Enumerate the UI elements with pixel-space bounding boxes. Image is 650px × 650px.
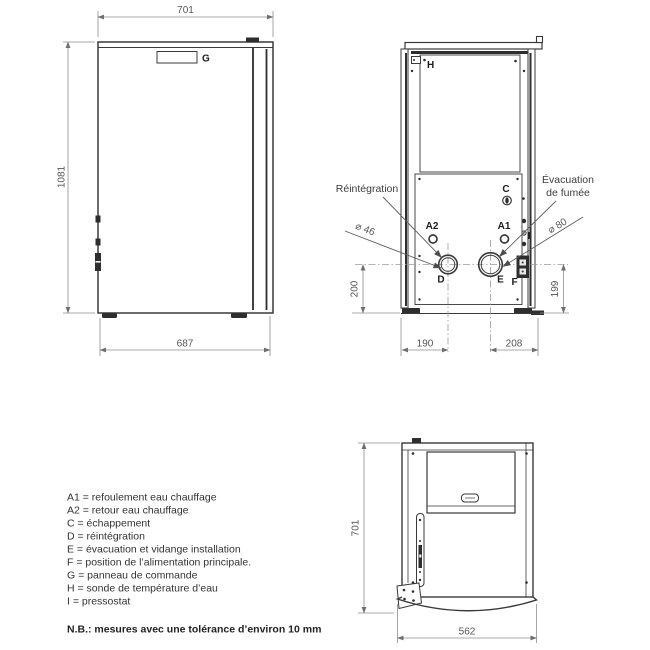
tolerance-note: N.B.: mesures avec une tolérance d’environ 10 mm bbox=[67, 623, 322, 636]
hinge-pin-notch bbox=[419, 555, 421, 558]
screw bbox=[525, 581, 528, 584]
front-dim-1081-value: 1081 bbox=[56, 165, 68, 189]
label-f: F bbox=[511, 277, 518, 288]
bracket-screw bbox=[403, 598, 406, 601]
front-dim-687-value: 687 bbox=[176, 338, 194, 350]
label-d: D bbox=[437, 274, 445, 286]
exhaust-port-vane bbox=[505, 197, 508, 203]
hinge-screw bbox=[419, 579, 421, 581]
rear-top-cap bbox=[405, 43, 542, 50]
pressostat-dot-1 bbox=[522, 219, 526, 223]
control-panel bbox=[157, 52, 197, 64]
rear-view bbox=[336, 37, 594, 357]
front-foot-right bbox=[231, 313, 247, 318]
screw bbox=[412, 452, 415, 455]
rear-top-strip bbox=[411, 51, 531, 54]
legend-item-d: D = réintégration bbox=[67, 530, 145, 543]
front-foot-left bbox=[102, 313, 117, 318]
diameter-80-value: ⌀ 80 bbox=[546, 216, 570, 237]
hinge-screw bbox=[419, 519, 421, 521]
hinge-mark-3-notch bbox=[96, 261, 101, 263]
power-inlet-pin-2 bbox=[522, 271, 524, 273]
bracket-screw bbox=[403, 589, 406, 592]
screw bbox=[516, 298, 518, 300]
hinge-mark-2 bbox=[96, 239, 101, 246]
water-probe-dot bbox=[413, 59, 415, 61]
water-probe-fitting bbox=[412, 57, 421, 64]
legend-item-e: E = évacuation et vidange installation bbox=[67, 543, 241, 556]
top-view bbox=[351, 438, 537, 643]
rear-dim-190-value: 190 bbox=[416, 338, 434, 350]
screw bbox=[411, 70, 413, 72]
hopper-lid bbox=[427, 452, 515, 513]
legend-item-a1: A1 = refoulement eau chauffage bbox=[67, 491, 217, 504]
legend-item-c: C = échappement bbox=[67, 517, 151, 530]
label-a1: A1 bbox=[497, 221, 511, 232]
legend-item-i: I = pressostat bbox=[67, 595, 131, 608]
bracket-screw bbox=[412, 599, 415, 602]
rear-upper-panel bbox=[420, 55, 520, 172]
screw bbox=[523, 70, 525, 72]
label-g: G bbox=[202, 53, 210, 65]
callout-reintegration-text: Réintégration bbox=[335, 183, 399, 195]
front-view bbox=[57, 5, 274, 356]
rear-foot-right bbox=[514, 308, 532, 314]
rear-dim-208-value: 208 bbox=[505, 338, 523, 350]
callout-smoke-text-2: de fumée bbox=[546, 187, 590, 199]
power-inlet-socket bbox=[517, 256, 530, 279]
label-e: E bbox=[497, 274, 504, 286]
bracket-screw bbox=[412, 590, 415, 593]
rear-foot-left bbox=[402, 308, 420, 314]
power-inlet-pin-1 bbox=[522, 262, 524, 264]
pressostat-dot-3 bbox=[522, 242, 526, 246]
legend-item-h: H = sonde de température d’eau bbox=[67, 582, 218, 595]
screw bbox=[516, 178, 518, 180]
hinge-screw bbox=[419, 571, 421, 573]
screw bbox=[418, 178, 420, 180]
legend-item-a2: A2 = retour eau chauffage bbox=[67, 504, 189, 517]
screw bbox=[514, 60, 517, 63]
callout-smoke-text-1: Évacuation bbox=[542, 174, 594, 186]
top-rear-tab bbox=[412, 438, 421, 443]
legend-item-g: G = panneau de commande bbox=[67, 569, 198, 582]
top-dim-701-value: 701 bbox=[350, 519, 362, 537]
label-c: C bbox=[502, 184, 510, 195]
rear-top-tab bbox=[537, 37, 543, 43]
rear-dim-199-value: 199 bbox=[550, 280, 561, 298]
diameter-46-value: ⌀ 46 bbox=[353, 220, 377, 239]
front-dim-701-value: 701 bbox=[177, 5, 194, 16]
legend-item-f: F = position de l’alimentation principale. bbox=[67, 556, 252, 569]
screw bbox=[418, 298, 420, 300]
screw bbox=[418, 271, 420, 273]
legend bbox=[67, 492, 321, 636]
front-top-cap bbox=[246, 38, 259, 43]
screw bbox=[522, 197, 525, 200]
hinge-screw bbox=[419, 540, 421, 542]
top-dim-562-value: 562 bbox=[458, 626, 476, 638]
front-body-outline bbox=[98, 42, 273, 313]
hinge-mark-1 bbox=[96, 216, 101, 223]
label-h: H bbox=[427, 60, 435, 71]
label-a2: A2 bbox=[425, 221, 439, 232]
label-i: I bbox=[527, 231, 531, 242]
screw bbox=[418, 255, 420, 257]
screw bbox=[525, 452, 528, 455]
screw bbox=[423, 59, 426, 62]
rear-dim-200-value: 200 bbox=[349, 280, 361, 298]
